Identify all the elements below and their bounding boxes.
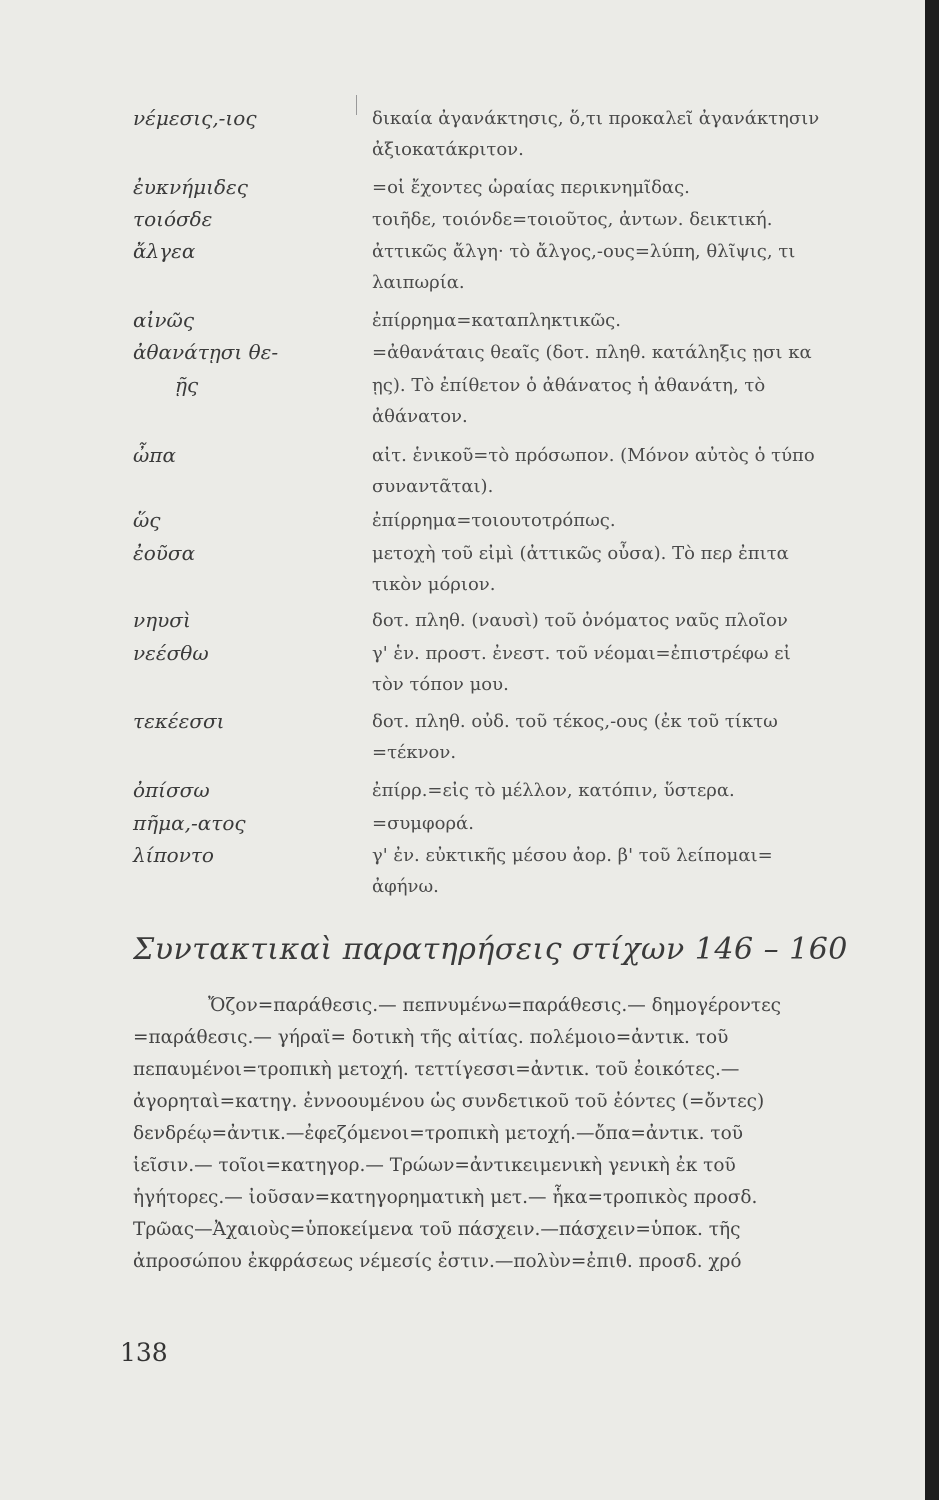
glossary-definition: =ἀθανάταις θεαῖς (δοτ. πληθ. κατάληξις ῃσι κα [372, 342, 812, 363]
glossary-definition: τοιῆδε, τοιόνδε=τοιοῦτος, ἀντων. δεικτική. [372, 209, 773, 230]
glossary-term: ὥς [133, 508, 161, 532]
page-number: 138 [120, 1338, 168, 1367]
glossary-term: αἰνῶς [133, 308, 195, 332]
glossary-definition: ἀττικῶς ἄλγη· τὸ ἄλγος,-ους=λύπη, θλῖψις, τι λαιπωρία. [372, 241, 796, 293]
section-title: Συντακτικαὶ παρατηρήσεις στίχων 146 – 160 [133, 932, 848, 967]
glossary-definition: ἐπίρρημα=καταπληκτικῶς. [372, 310, 621, 331]
glossary-definition: ῃς). Τὸ ἐπίθετον ὁ ἀθάνατος ἡ ἀθανάτη, τὸ ἀθάνατον. [372, 375, 766, 427]
glossary-term: ὀπίσσω [133, 778, 210, 802]
glossary-definition: =συμφορά. [372, 813, 474, 834]
glossary-definition: δοτ. πληθ. οὐδ. τοῦ τέκος,-ους (ἐκ τοῦ τίκτω =τέκνον. [372, 711, 778, 763]
glossary-term: τεκέεσσι [133, 709, 225, 733]
glossary-term: νέμεσις,-ιος [133, 106, 257, 130]
note-line: =παράθεσις.— γήραϊ= δοτικὴ τῆς αἰτίας. πολέμοιο=ἀντικ. τοῦ [133, 1027, 729, 1048]
note-line: πεπαυμένοι=τροπικὴ μετοχή. τεττίγεσσι=ἀντικ. τοῦ ἐοικότες.— [133, 1059, 740, 1080]
note-line: ἡγήτορες.— ἰοῦσαν=κατηγορηματικὴ μετ.— ἧκα=τροπικὸς προσδ. [133, 1187, 758, 1208]
glossary-term: νηυσὶ [133, 608, 191, 632]
glossary-term: ὦπα [133, 443, 176, 467]
glossary-definition: αἰτ. ἑνικοῦ=τὸ πρόσωπον. (Μόνον αὐτὸς ὁ τύπο συναντᾶται). [372, 445, 815, 497]
glossary-term: ἀθανάτῃσι θε- [133, 340, 279, 364]
glossary-definition: γ' ἐν. εὐκτικῆς μέσου ἀορ. β' τοῦ λείπομαι= ἀφήνω. [372, 845, 773, 897]
glossary-definition: ἐπίρρ.=εἰς τὸ μέλλον, κατόπιν, ὕστερα. [372, 780, 735, 801]
syntax-notes [133, 990, 925, 1278]
note-line: Τρῶας—Ἀχαιοὺς=ὑποκείμενα τοῦ πάσχειν.—πάσχειν=ὑποκ. τῆς [133, 1219, 741, 1240]
glossary-term: λίποντο [133, 843, 214, 867]
glossary-term: πῆμα,-ατος [133, 811, 246, 835]
note-line: ἱεῖσιν.— τοῖοι=κατηγορ.— Τρώων=ἀντικειμενικὴ γενικὴ ἐκ τοῦ [133, 1155, 736, 1176]
glossary-term: τοιόσδε [133, 207, 213, 231]
glossary-definition: ἐπίρρημα=τοιουτοτρόπως. [372, 510, 616, 531]
note-line: ἀγορηταὶ=κατηγ. ἐννοουμένου ὡς συνδετικοῦ τοῦ ἐόντες (=ὄντες) [133, 1091, 765, 1112]
page-edge-shadow [925, 0, 939, 1500]
note-line: ἀπροσώπου ἐκφράσεως νέμεσίς ἐστιν.—πολὺν=ἐπιθ. προσδ. χρό [133, 1251, 742, 1272]
glossary-definition: =οἱ ἔχοντες ὡραίας περικνημῖδας. [372, 177, 690, 198]
note-line: δενδρέῳ=ἀντικ.—ἐφεζόμενοι=τροπικὴ μετοχή.—ὄπα=ἀντικ. τοῦ [133, 1123, 744, 1144]
note-line: Ὄζον=παράθεσις.— πεπνυμένω=παράθεσις.— δημογέροντες [208, 995, 782, 1016]
glossary-term: ῇς [175, 373, 199, 397]
glossary-term: ἐυκνήμιδες [133, 175, 248, 199]
glossary-definition: μετοχὴ τοῦ εἰμὶ (ἀττικῶς οὖσα). Τὸ περ ἐπιτα τικὸν μόριον. [372, 543, 789, 595]
glossary-definition: δικαία ἀγανάκτησις, ὅ,τι προκαλεῖ ἀγανάκτησιν ἀξιοκατάκριτον. [372, 108, 820, 160]
glossary-term: ἄλγεα [133, 239, 196, 263]
glossary-definition: γ' ἑν. προστ. ἐνεστ. τοῦ νέομαι=ἐπιστρέφω εἰ τὸν τόπον μου. [372, 643, 791, 695]
glossary-definition: δοτ. πληθ. (ναυσὶ) τοῦ ὀνόματος ναῦς πλοῖον [372, 610, 788, 631]
glossary-term: νεέσθω [133, 641, 209, 665]
glossary-term: ἐοῦσα [133, 541, 196, 565]
